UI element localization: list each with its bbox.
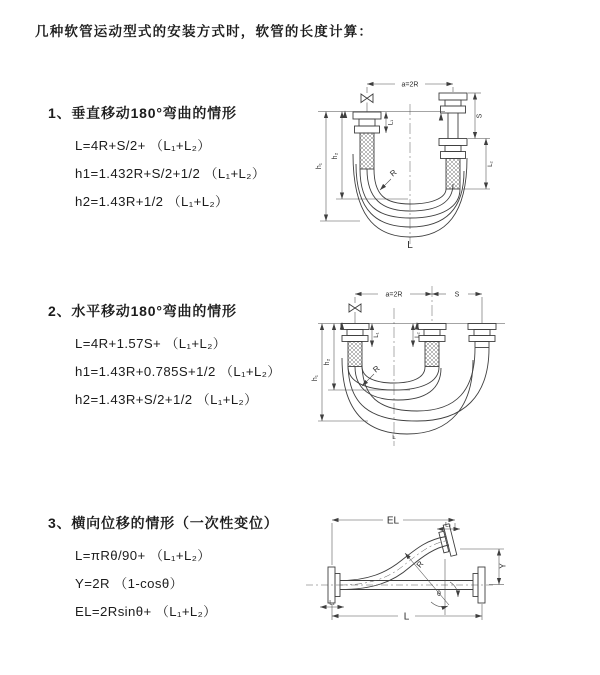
formula-line: L=πRθ/90+ （L₁+L₂） <box>75 548 211 563</box>
dim-label-radius: R <box>414 559 426 570</box>
formula-line: Y=2R （1-cosθ） <box>75 576 184 591</box>
dim-label-height1: h₁ <box>312 374 319 382</box>
dim-label-width: a=2R <box>385 291 403 299</box>
section-vertical-180 <box>48 103 265 216</box>
hose-curve <box>342 358 473 434</box>
dim-label-angle: θ <box>437 591 441 598</box>
dim-label-right-fitting: L₂ <box>445 521 451 529</box>
dim-label-length: L <box>407 240 413 251</box>
dim-label-span: EL <box>386 515 400 527</box>
formula-line: h2=1.43R+1/2 （L₁+L₂） <box>75 194 229 209</box>
dim-label-travel: S <box>476 113 484 119</box>
dim-label-right-fitting: L₂ <box>414 332 421 338</box>
formula-line: h2=1.43R+S/2+1/2 （L₁+L₂） <box>75 392 258 407</box>
hose-curve <box>340 537 446 581</box>
dim-label-radius: R <box>371 363 382 375</box>
diagram-lateral-offset <box>298 503 598 648</box>
section-lateral-offset <box>48 513 279 626</box>
dim-label-right-fitting: L₂ <box>487 161 494 167</box>
diagram-horizontal-180-bend <box>310 278 600 458</box>
dim-label-left-fitting: L₁ <box>387 119 395 126</box>
dim-label-radius: R <box>388 167 399 179</box>
braided-hose <box>360 133 374 169</box>
dim-label-left-fitting: L₁ <box>329 599 335 607</box>
dim-label-left-fitting: L₁ <box>373 332 380 338</box>
section-heading: 1、垂直移动180°弯曲的情形 <box>48 105 237 121</box>
dim-label-height2: h₂ <box>324 358 331 366</box>
flange-left <box>341 324 369 367</box>
formula-line: h1=1.432R+S/2+1/2 （L₁+L₂） <box>75 166 266 181</box>
hose-curve <box>362 348 475 411</box>
page-title: 几种软管运动型式的安装方式时，软管的长度计算： <box>35 24 374 39</box>
formula-line: h1=1.43R+0.785S+1/2 （L₁+L₂） <box>75 364 281 379</box>
flange-middle <box>418 324 446 367</box>
dim-label-height1: h₁ <box>316 162 323 170</box>
flange-right <box>468 324 496 348</box>
hose-curve <box>348 367 439 391</box>
hose-curve <box>340 545 449 590</box>
valve-icon <box>349 304 361 312</box>
section-horizontal-180 <box>48 301 281 414</box>
section-heading: 2、水平移动180°弯曲的情形 <box>48 303 237 319</box>
flow-arrow-icon <box>439 113 443 121</box>
formula-line: L=4R+S/2+ （L₁+L₂） <box>75 138 211 153</box>
section-heading: 3、横向位移的情形（一次性变位） <box>48 515 279 531</box>
dim-label-height2: h₂ <box>332 152 339 160</box>
formula-line: L=4R+1.57S+ （L₁+L₂） <box>75 336 227 351</box>
dim-label-width: a=2R <box>401 81 419 89</box>
dim-label-length: L <box>392 434 396 441</box>
formula-line: EL=2Rsinθ+ （L₁+L₂） <box>75 604 217 619</box>
valve-icon <box>361 94 373 103</box>
diagram-vertical-180-bend <box>312 66 597 266</box>
dim-label-travel: S <box>454 291 460 299</box>
dim-label-offset: Y <box>498 563 508 569</box>
dim-label-length: L <box>403 611 410 623</box>
